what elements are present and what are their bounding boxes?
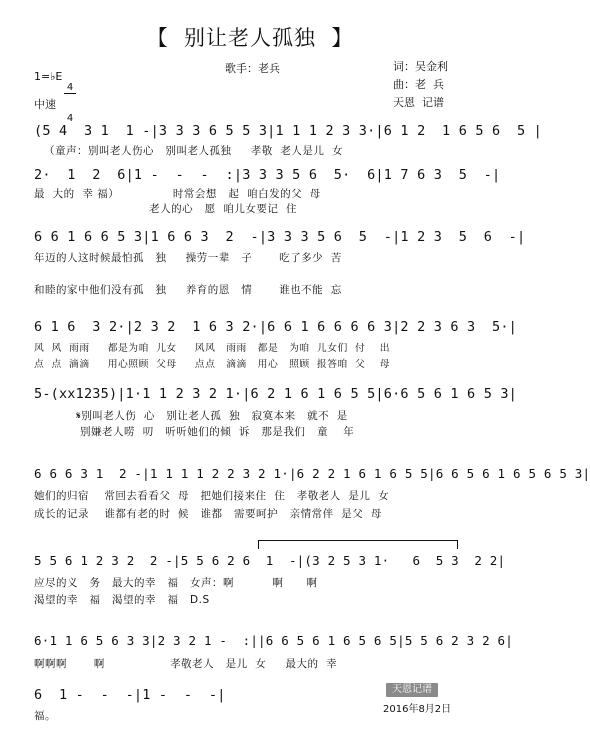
lyrics-line-4-a: 风 风 雨雨 都是为咱 儿女 风风 雨雨 都是 为咱 儿女们 付 出: [34, 343, 391, 354]
volta-bracket: [258, 540, 458, 541]
notation-line-3: 6 6 1 6 6 5 3|1 6 6 3 2 -|3 3 3 5 6 5 -|1 2 3 5 6 -|: [34, 229, 526, 245]
notation-line-9: 6 1 - - -|1 - - -|: [34, 687, 226, 703]
lyricist: 词：吴金利: [393, 60, 448, 73]
notation-line-8: 6·1 1 6 5 6 3 3|2 3 2 1 - :||6 6 5 6 1 6 5 6 5|5 5 6 2 3 2 6|: [34, 633, 513, 648]
lyrics-line-8-a: 啊啊啊 啊 孝敬老人 是儿 女 最大的 幸: [34, 658, 338, 670]
recorder-stamp: 天恩记谱: [386, 683, 438, 697]
composer: 曲：老 兵: [393, 78, 444, 91]
lyrics-line-3-a: 年迈的人这时候最怕孤 独 操劳一辈 子 吃了多少 苦: [34, 252, 342, 264]
lyrics-line-1-a: （童声：别叫老人伤心 别叫老人孤独 孝敬 老人是儿 女: [44, 145, 344, 157]
notation-line-7: 5 5 6 1 2 3 2 2 -|5 5 6 2 6 1 -|(3 2 5 3 1· 6 5 3 2 2|: [34, 553, 506, 568]
recorder: 天恩 记谱: [393, 96, 444, 109]
date-text: 2016年8月2日: [383, 704, 452, 715]
notation-line-2: 2· 1 2 6|1 - - - :|3 3 3 5 6 5· 6|1 7 6 3 5 -|: [34, 167, 501, 183]
notation-line-5: 5-(xx1235)|1·1 1 2 3 2 1·|6 2 1 6 1 6 5 5|6·6 5 6 1 6 5 3|: [34, 386, 518, 402]
time-top: 4: [64, 83, 76, 94]
lyrics-line-6-a: 她们的归宿 常回去看看父 母 把她们接来住 住 孝敬老人 是儿 女: [34, 490, 390, 502]
time-bottom: 4: [66, 113, 74, 124]
lyrics-line-2-b: 老人的心 愿 咱儿女要记 住: [34, 203, 297, 215]
lyrics-line-3-b: 和睦的家中他们没有孤 独 养育的恩 情 谁也不能 忘: [34, 284, 342, 296]
tempo: 中速: [34, 98, 56, 111]
notation-line-1: (5 4 3 1 1 -|3 3 3 6 5 5 3|1 1 1 2 3 3·|6 1 2 1 6 5 6 5 |: [34, 123, 542, 139]
lyrics-line-6-b: 成长的记录 谁都有老的时 候 谁都 需要呵护 亲情常伴 是父 母: [34, 508, 382, 520]
song-title: 【 别让老人孤独 】: [146, 26, 354, 50]
lyrics-line-9-a: 福。: [34, 710, 56, 722]
lyrics-line-7-a: 应尽的义 务 最大的幸 福 女声：啊 啊 啊: [34, 577, 318, 589]
notation-line-6: 6 6 6 3 1 2 -|1 1 1 1 2 2 3 2 1·|6 2 2 1 6 1 6 5 5|6 6 5 6 1 6 5 6 5 3|: [34, 466, 590, 481]
singer: 歌手：老兵: [225, 62, 280, 75]
notation-line-4: 6 1 6 3 2·|2 3 2 1 6 3 2·|6 6 1 6 6 6 6 3|2 2 3 6 3 5·|: [34, 319, 518, 335]
lyrics-line-7-b: 渴望的幸 福 渴望的幸 福 D.S: [34, 594, 210, 606]
key-signature: 1=♭E: [34, 70, 63, 83]
lyrics-line-4-b: 点 点 滴滴 用心照顾 父母 点点 滴滴 用心 照顾 报答咱 父 母: [34, 359, 391, 370]
lyrics-line-5-b: 别嫌老人唠 叨 听听她们的倾 诉 那是我们 童 年: [34, 426, 355, 438]
lyrics-line-2-a: 最 大的 幸 福） 时常会想 起 咱白发的父 母: [34, 188, 321, 200]
lyrics-line-5-a: 𝄋别叫老人伤 心 别让老人孤 独 寂寞本来 就不 是: [34, 410, 348, 422]
